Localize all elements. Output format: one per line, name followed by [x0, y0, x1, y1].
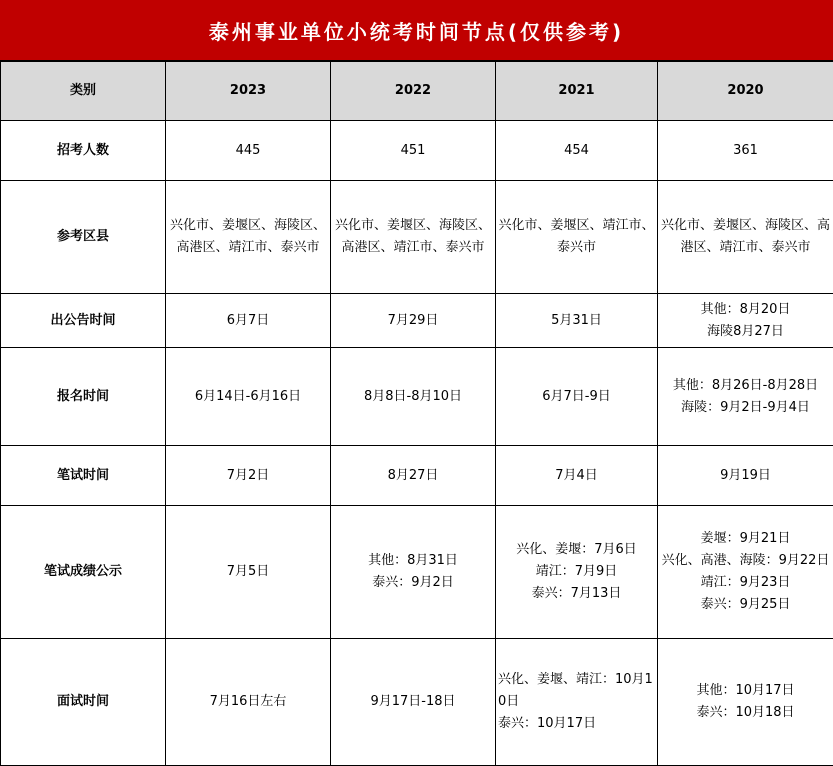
table-cell — [496, 294, 658, 348]
table-cell — [496, 446, 658, 506]
table-cell — [331, 181, 496, 294]
page-title: 泰州事业单位小统考时间节点(仅供参考) — [0, 0, 833, 61]
cell-text: 7月29日 — [387, 312, 439, 328]
cell-text: 361 — [733, 142, 758, 158]
cell-text: 靖江：7月9日 — [535, 564, 618, 579]
table-row — [1, 294, 833, 348]
table-cell — [496, 639, 658, 766]
table-cell — [496, 121, 658, 181]
row-label: 出公告时间 — [1, 294, 166, 348]
cell-text: 兴化市、姜堰区、海陵区、高港区、靖江市、泰兴市 — [334, 218, 491, 255]
table-cell — [496, 348, 658, 446]
table-cell — [166, 446, 331, 506]
table-row — [1, 121, 833, 181]
table-cell — [166, 294, 331, 348]
cell-text: 兴化、姜堰、靖江：10月10日 — [498, 672, 653, 709]
table-cell — [331, 446, 496, 506]
row-label: 招考人数 — [1, 121, 166, 181]
cell-text: 8月27日 — [387, 467, 439, 483]
row-label: 笔试成绩公示 — [1, 506, 166, 639]
cell-text: 445 — [235, 142, 261, 158]
cell-text: 姜堰：9月21日 — [700, 531, 791, 546]
cell-text: 其他：8月26日-8月28日 — [672, 377, 819, 393]
cell-text: 泰兴：10月17日 — [498, 716, 597, 731]
cell-text: 6月7日-9日 — [542, 388, 611, 404]
table-cell — [658, 121, 833, 181]
cell-text: 7月4日 — [555, 467, 598, 483]
cell-text: 451 — [400, 142, 426, 158]
table-cell — [166, 506, 331, 639]
table-cell — [331, 506, 496, 639]
cell-text: 泰兴：10月18日 — [696, 705, 795, 720]
table-cell — [496, 506, 658, 639]
cell-text: 其他：8月31日 — [368, 553, 458, 568]
cell-text: 其他：10月17日 — [696, 683, 795, 698]
table-cell — [658, 181, 833, 294]
table-row — [1, 181, 833, 294]
cell-text: 靖江：9月23日 — [700, 575, 791, 590]
table-cell — [658, 506, 833, 639]
table-cell — [658, 348, 833, 446]
cell-text: 9月19日 — [720, 467, 771, 483]
table-cell — [658, 294, 833, 348]
cell-text: 6月14日-6月16日 — [194, 388, 302, 404]
cell-text: 5月31日 — [551, 312, 602, 328]
cell-text: 兴化市、姜堰区、靖江市、泰兴市 — [498, 218, 655, 255]
header-row — [1, 62, 833, 121]
cell-text: 海陵：9月2日-9月4日 — [681, 399, 810, 415]
table-row — [1, 639, 833, 766]
cell-text: 泰兴：9月2日 — [372, 575, 454, 590]
row-label: 参考区县 — [1, 181, 166, 294]
row-label: 报名时间 — [1, 348, 166, 446]
cell-text: 兴化市、姜堰区、海陵区、高港区、靖江市、泰兴市 — [169, 218, 326, 255]
table-cell — [166, 348, 331, 446]
row-label: 面试时间 — [1, 639, 166, 766]
column-header: 2021 — [496, 62, 658, 121]
cell-text: 454 — [564, 142, 589, 158]
cell-text: 7月16日左右 — [209, 694, 287, 709]
cell-text: 7月2日 — [226, 467, 270, 483]
table-cell — [331, 639, 496, 766]
cell-text: 兴化、姜堰：7月6日 — [516, 542, 637, 557]
table-cell — [658, 639, 833, 766]
table-cell — [166, 121, 331, 181]
row-label: 笔试时间 — [1, 446, 166, 506]
schedule-table — [0, 61, 833, 766]
cell-text: 其他：8月20日 — [700, 301, 791, 317]
table-cell — [331, 121, 496, 181]
column-header: 2020 — [658, 62, 833, 121]
cell-text: 8月8日-8月10日 — [363, 388, 463, 404]
table-cell — [166, 181, 331, 294]
cell-text: 兴化、高港、海陵：9月22日 — [661, 553, 830, 568]
column-header: 类别 — [1, 62, 166, 121]
table-row — [1, 446, 833, 506]
cell-text: 7月5日 — [226, 564, 270, 579]
table-row — [1, 348, 833, 446]
cell-text: 6月7日 — [226, 312, 270, 328]
cell-text: 海陵8月27日 — [707, 323, 784, 339]
cell-text: 泰兴：9月25日 — [700, 597, 791, 612]
table-cell — [658, 446, 833, 506]
column-header: 2022 — [331, 62, 496, 121]
table-cell — [331, 348, 496, 446]
cell-text: 泰兴：7月13日 — [531, 586, 622, 601]
cell-text: 9月17日-18日 — [370, 694, 456, 709]
table-cell — [166, 639, 331, 766]
column-header: 2023 — [166, 62, 331, 121]
table-body — [1, 121, 833, 766]
cell-text: 兴化市、姜堰区、海陵区、高港区、靖江市、泰兴市 — [660, 218, 830, 255]
table-cell — [496, 181, 658, 294]
table-cell — [331, 294, 496, 348]
table-row — [1, 506, 833, 639]
